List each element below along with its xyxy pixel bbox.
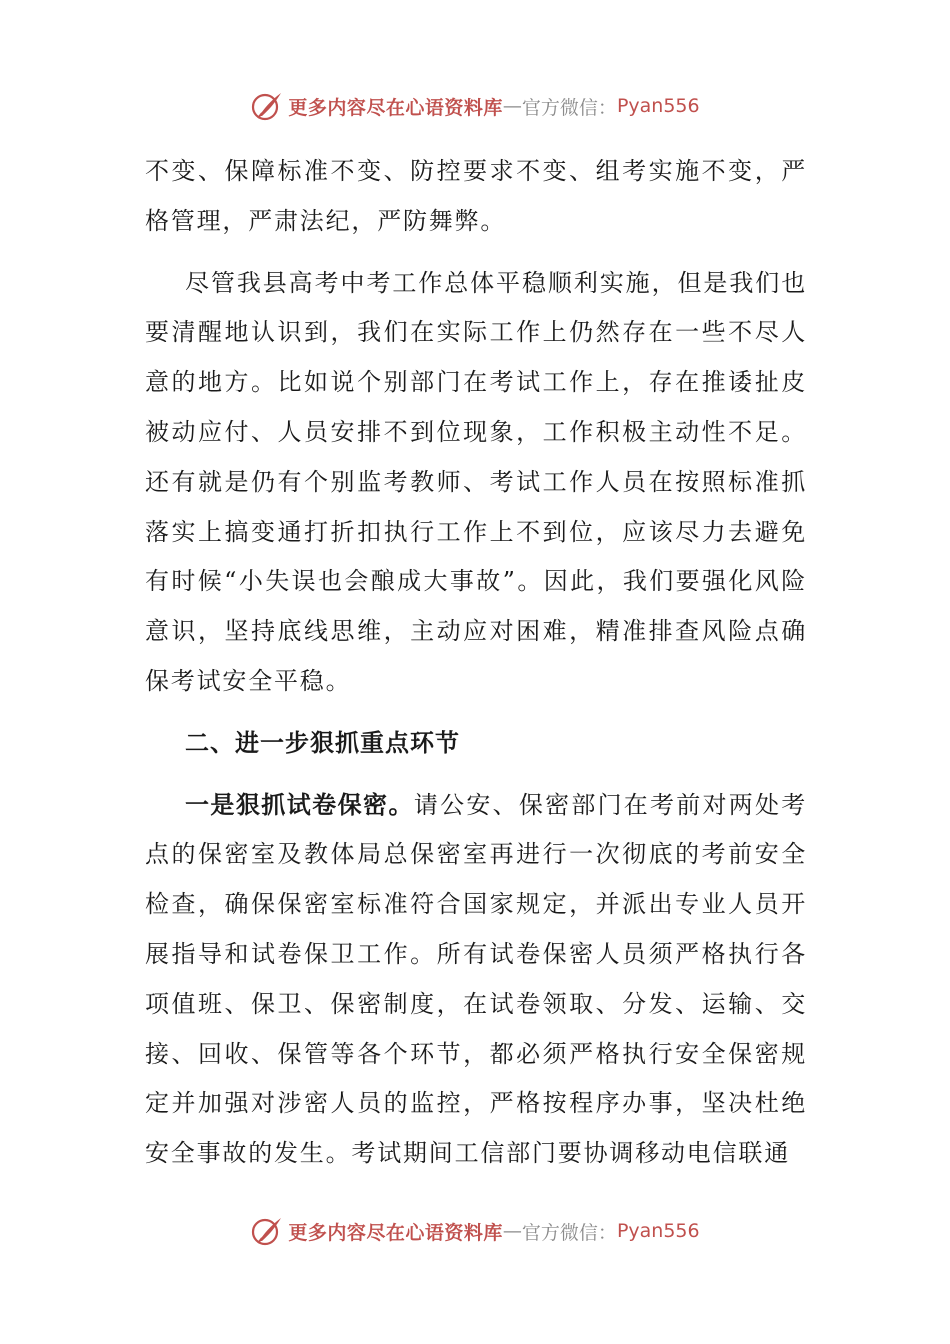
banner-wechat-label: 官方微信： (521, 96, 617, 119)
header-banner (0, 86, 950, 126)
section-heading: 二、进一步狠抓重点环节 (185, 728, 460, 757)
paragraph-continued: 不变、保障标准不变、防控要求不变、组考实施不变，严格管理，严肃法纪，严防舞弊。 (145, 157, 807, 235)
banner-separator: — (502, 95, 522, 117)
quill-logo-icon (250, 1214, 284, 1248)
paragraph-lead-bold: 一是狠抓试卷保密。 (185, 790, 414, 819)
paragraph-body-text: 请公安、保密部门在考前对两处考点的保密室及教体局总保密室再进行一次彻底的考前安全检查，确保保密室标准符合国家规定，并派出专业人员开展指导和试卷保卫工作。所有试卷保密人员须严格执行各项值班、保卫、保密制度，在试卷领取、分发、运输、交接、回收、保管等各个环节，都必须严格执行安全保密规定并加强对涉密人员的监控，严格按程序办事，坚决杜绝安全事故的发生。考试期间工信部门要协调移动电信联通 (145, 790, 808, 1168)
banner-wechat-id: Pyan556 (616, 1220, 700, 1242)
paragraph-exam-paper-security (145, 781, 807, 1179)
footer-banner (0, 1211, 950, 1251)
banner-main-text: 更多内容尽在心语资料库 (288, 1221, 503, 1244)
banner-main-text: 更多内容尽在心语资料库 (288, 96, 503, 119)
paragraph-problems: 尽管我县高考中考工作总体平稳顺利实施，但是我们也要清醒地认识到，我们在实际工作上仍然存在一些不尽人意的地方。比如说个别部门在考试工作上，存在推诿扯皮被动应付、人员安排不到位现象，工作积极主动性不足。还有就是仍有个别监考教师、考试工作人员在按照标准抓落实上搞变通打折扣执行工作上不到位，应该尽力去避免有时候“小失误也会酿成大事故”。因此，我们要强化风险意识，坚持底线思维，主动应对困难，精准排查风险点确保考试安全平稳。 (145, 268, 807, 695)
banner-wechat-id: Pyan556 (616, 95, 700, 117)
quill-logo-icon (250, 89, 284, 123)
document-body (145, 147, 807, 1179)
banner-separator: — (502, 1220, 522, 1242)
banner-wechat-label: 官方微信： (521, 1221, 617, 1244)
